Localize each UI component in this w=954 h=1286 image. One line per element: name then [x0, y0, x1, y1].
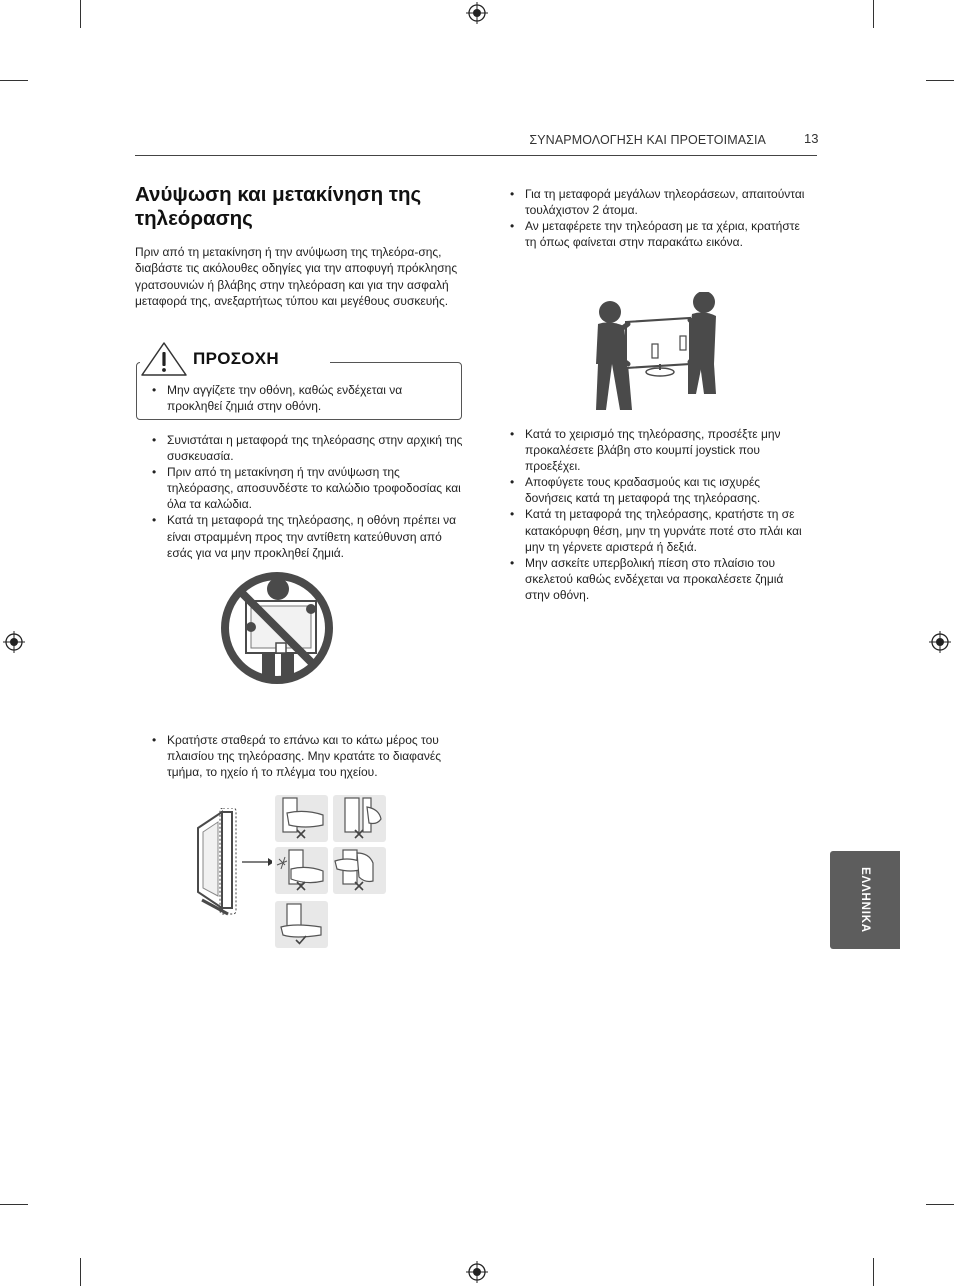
crop-mark-br-v: [873, 1258, 874, 1286]
two-person-carry-illustration: [592, 292, 722, 412]
no-carry-facing-illustration: [218, 569, 336, 687]
list-item: • Κρατήστε σταθερά το επάνω και το κάτω μέρος του πλαισίου της τηλεόρασης. Μην κρατάτε το διαφανές τμήμα, το ηχείο ή το πλέγμα του ηχείου.: [152, 732, 465, 780]
list-item: • Μην ασκείτε υπερβολική πίεση στο πλαίσιο του σκελετού καθώς ενδέχεται να προκαλέσετε ζημιά στην οθόνη.: [510, 555, 810, 603]
list-item: • Αποφύγετε τους κραδασμούς και τις ισχυρές δονήσεις κατά τη μεταφορά της τηλεόρασης.: [510, 474, 810, 506]
caution-title: ΠΡΟΣΟΧΗ: [193, 349, 279, 368]
crop-mark-tl-h: [0, 80, 28, 81]
cross-mark-icon: [354, 881, 364, 891]
bullet-list-left: [152, 432, 465, 561]
registration-mark-icon: [929, 631, 951, 653]
crop-mark-bl-h: [0, 1204, 28, 1205]
list-item: • Αν μεταφέρετε την τηλεόραση με τα χέρια, κρατήστε τη όπως φαίνεται στην παρακάτω εικόνα.: [510, 218, 810, 250]
header-rule: [135, 155, 817, 156]
caution-list: [152, 382, 442, 414]
check-mark-icon: [295, 935, 307, 945]
list-item: • Πριν από τη μετακίνηση ή την ανύψωση της τηλεόρασης, αποσυνδέστε το καλώδιο τροφοδοσίας και όλα τα καλώδια.: [152, 464, 465, 512]
list-item: • Συνιστάται η μεταφορά της τηλεόρασης στην αρχική της συσκευασία.: [152, 432, 465, 464]
cross-mark-icon: [354, 829, 364, 839]
crop-mark-tl-v: [80, 0, 81, 28]
intro-paragraph: Πριν από τη μετακίνηση ή την ανύψωση της τηλεόρα-σης, διαβάστε τις ακόλουθες οδηγίες για την αποφυγή πρόκλησης γρατσουνιών ή βλάβης στην τηλεόραση και για την ασφαλή μεταφορά της, ανεξαρτήτως τύπου και μεγέθους συσκευής.: [135, 245, 458, 308]
registration-mark-icon: [466, 1261, 488, 1283]
crop-mark-bl-v: [80, 1258, 81, 1286]
running-header: ΣΥΝΑΡΜΟΛΟΓΗΣΗ ΚΑΙ ΠΡΟΕΤΟΙΜΑΣΙΑ: [529, 133, 766, 147]
list-item: • Κατά το χειρισμό της τηλεόρασης, προσέξτε μην προκαλέσετε βλάβη στο κουμπί joystick που προεξέχει.: [510, 426, 810, 474]
tv-side-profile-illustration: [192, 808, 272, 920]
bullet-list-right-top: [510, 186, 810, 250]
registration-mark-icon: [466, 2, 488, 24]
language-tab: [830, 851, 900, 949]
cross-mark-icon: [296, 829, 306, 839]
crop-mark-tr-v: [873, 0, 874, 28]
page-number: 13: [804, 131, 819, 146]
crop-mark-tr-h: [926, 80, 954, 81]
language-tab-label: ΕΛΛΗΝΙΚΑ: [859, 867, 871, 933]
caution-item: • Μην αγγίζετε την οθόνη, καθώς ενδέχεται να προκληθεί ζημιά στην οθόνη.: [152, 382, 442, 414]
crop-mark-br-h: [926, 1204, 954, 1205]
section-title: Ανύψωση και μετακίνηση της τηλεόρασης: [135, 183, 422, 230]
frame-bullet-list: [152, 732, 465, 780]
bullet-list-right-bottom: [510, 426, 810, 603]
list-item: • Κατά τη μεταφορά της τηλεόρασης, η οθόνη πρέπει να είναι στραμμένη προς την αντίθετη κατεύθυνση από εσάς για να μην προκληθεί ζημιά.: [152, 512, 465, 560]
registration-mark-icon: [3, 631, 25, 653]
cross-mark-icon: [296, 881, 306, 891]
list-item: • Για τη μεταφορά μεγάλων τηλεοράσεων, απαιτούνται τουλάχιστον 2 άτομα.: [510, 186, 810, 218]
list-item: • Κατά τη μεταφορά της τηλεόρασης, κρατήστε τη σε κατακόρυφη θέση, μην τη γυρνάτε ποτέ στο πλάι και μην τη γέρνετε αριστερά ή δεξιά.: [510, 506, 810, 554]
caution-header: [140, 340, 330, 378]
warning-triangle-icon: [140, 341, 188, 377]
